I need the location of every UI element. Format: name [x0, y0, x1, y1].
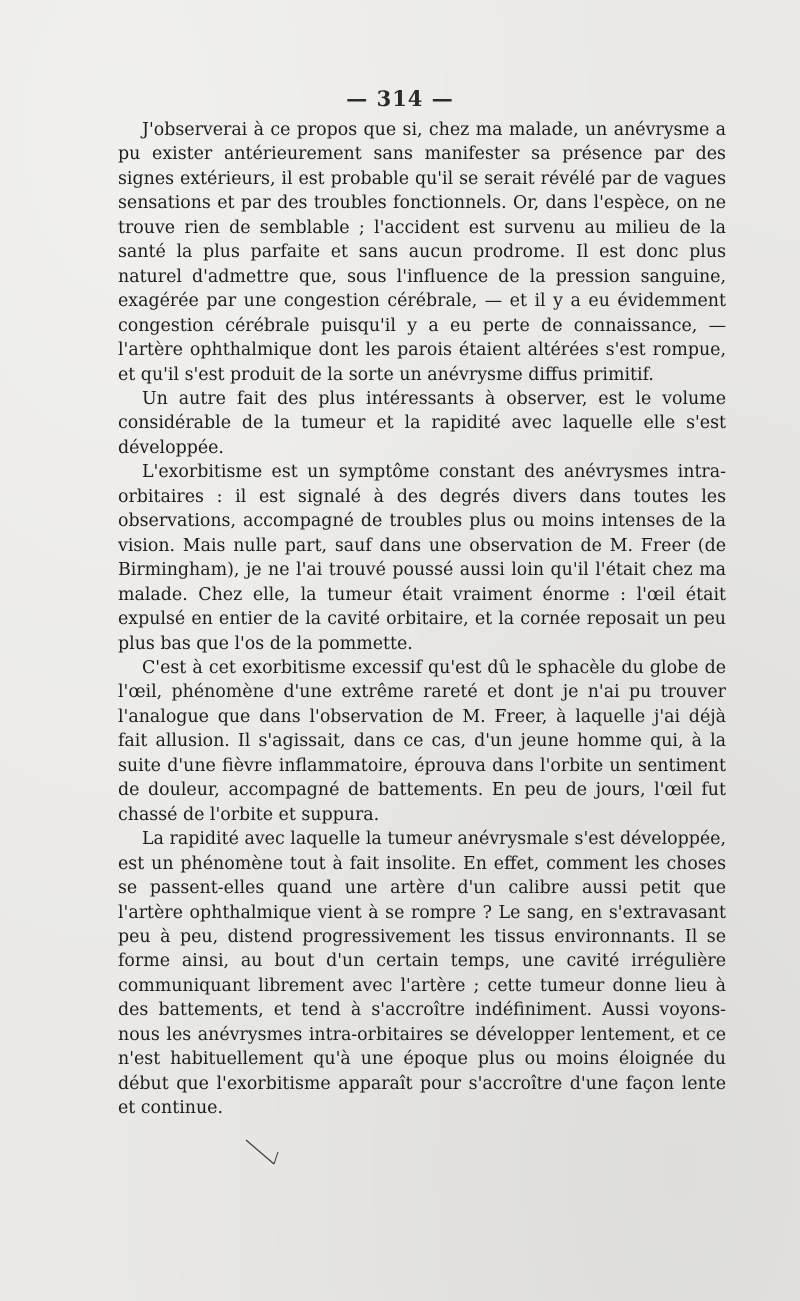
paragraph: J'observerai à ce propos que si, chez ma malade, un anévrysme a pu exister antérieurement sans manifester sa présence par des signes extérieurs, il est probable qu'il se serait révélé par de vagues sensations et par des troubles fonctionnels. Or, dans l'espèce, on ne trouve rien de semblable ; l'accident est survenu au milieu de la santé la plus parfaite et sans aucun prodrome. Il est donc plus naturel d'admettre que, sous l'influence de la pression sanguine, exagérée par une congestion cérébrale, — et il y a eu évidemment congestion cérébrale puisqu'il y a eu perte de connaissance, — l'artère ophthalmique dont les parois étaient altérées s'est rompue, et qu'il s'est produit de la sorte un anévrysme diffus primitif.	[118, 120, 726, 385]
pencil-mark-icon	[244, 1138, 280, 1168]
body-text	[118, 118, 726, 1121]
page-number: — 314 —	[346, 86, 454, 111]
paragraph: Un autre fait des plus intéressants à observer, est le volume considérable de la tumeur et la rapidité avec laquelle elle s'est développée.	[118, 388, 726, 458]
paragraph: La rapidité avec laquelle la tumeur anévrysmale s'est développée, est un phénomène tout à fait insolite. En effet, comment les choses se passent-elles quand une artère d'un calibre aussi petit que l'artère ophthalmique vient à se rompre ? Le sang, en s'extravasant peu à peu, distend progressivement les tissus environnants. Il se forme ainsi, au bout d'un certain temps, une cavité irrégulière communiquant librement avec l'artère ; cette tumeur donne lieu à des battements, et tend à s'accroître indéfiniment. Aussi voyons-nous les anévrysmes intra-orbitaires se développer lentement, et ce n'est habituellement qu'à une époque plus ou moins éloignée du début que l'exorbitisme apparaît pour s'accroître d'une façon lente et continue.	[118, 829, 726, 1119]
paragraph: C'est à cet exorbitisme excessif qu'est dû le sphacèle du globe de l'œil, phénomène d'une extrême rareté et dont je n'ai pu trouver l'analogue que dans l'observation de M. Freer, à laquelle j'ai déjà fait allusion. Il s'agissait, dans ce cas, d'un jeune homme qui, à la suite d'une fièvre inflammatoire, éprouva dans l'orbite un sentiment de douleur, accompagné de battements. En peu de jours, l'œil fut chassé de l'orbite et suppura.	[118, 657, 726, 825]
paragraph: L'exorbitisme est un symptôme constant des anévrysmes intra-orbitaires : il est signalé à des degrés divers dans toutes les observations, accompagné de troubles plus ou moins intenses de la vision. Mais nulle part, sauf dans une observation de M. Freer (de Birmingham), je ne l'ai trouvé poussé aussi loin qu'il l'était chez ma malade. Chez elle, la tumeur était vraiment énorme : l'œil était expulsé en entier de la cavité orbitaire, et la cornée reposait un peu plus bas que l'os de la pommette.	[118, 462, 726, 654]
